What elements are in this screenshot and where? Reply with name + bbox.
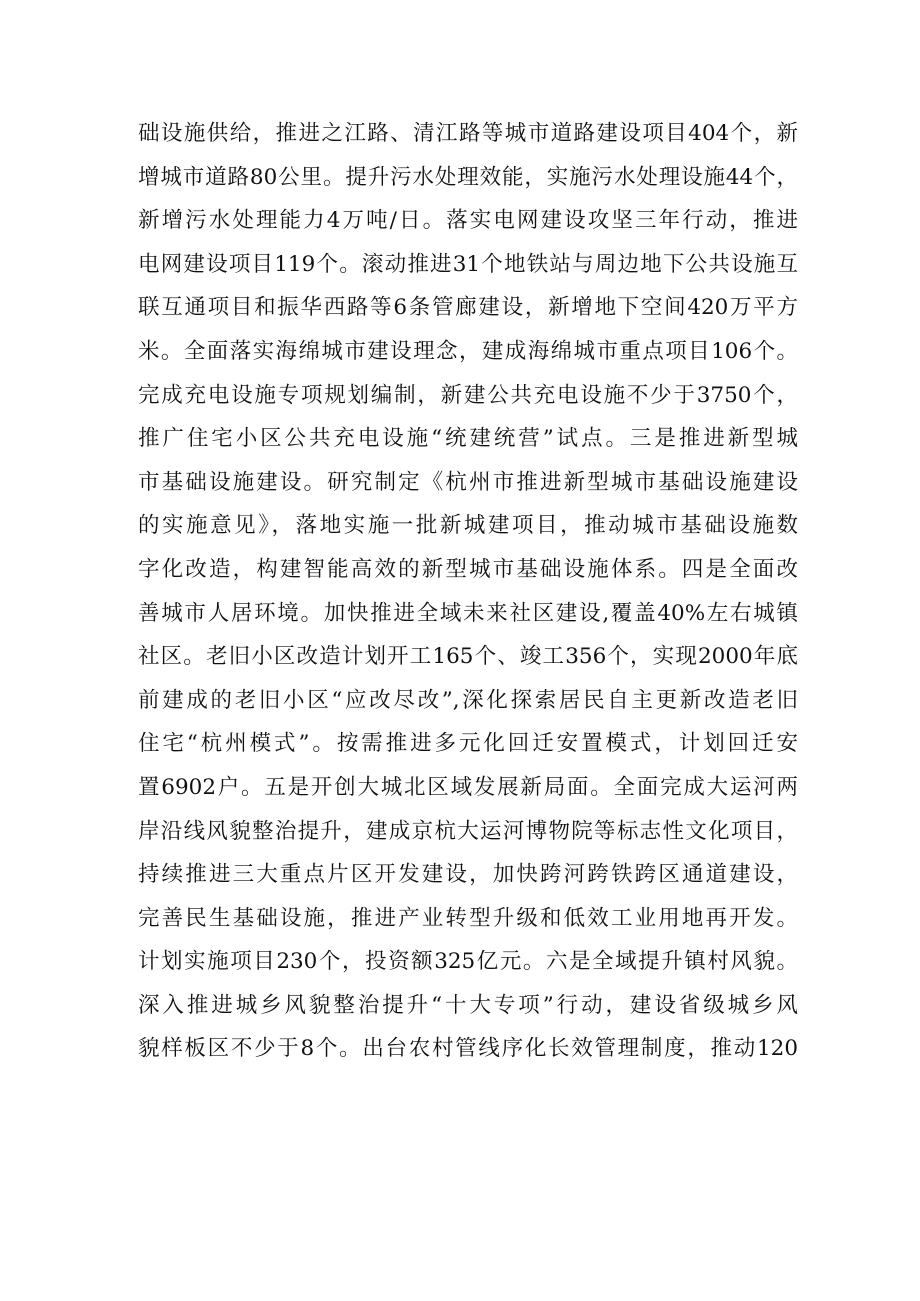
text-line: 完成充电设施专项规划编制，新建公共充电设施不少于3750个， (138, 382, 798, 408)
text-line: 社区。老旧小区改造计划开工165个、竣工356个，实现2000年底 (138, 644, 798, 670)
text-line: 电网建设项目119个。滚动推进31个地铁站与周边地下公共设施互 (138, 251, 798, 277)
text-line: 础设施供给，推进之江路、清江路等城市道路建设项目404个，新 (138, 121, 798, 146)
text-line: 增城市道路80公里。提升污水处理效能，实施污水处理设施44个， (138, 164, 798, 190)
text-line: 置6902户。五是开创大城北区域发展新局面。全面完成大运河两 (138, 774, 798, 800)
text-line: 持续推进三大重点片区开发建设，加快跨河跨铁跨区通道建设， (138, 862, 798, 888)
text-line: 新增污水处理能力4万吨/日。落实电网建设攻坚三年行动，推进 (138, 208, 798, 234)
text-line: 住宅“杭州模式”。按需推进多元化回迁安置模式，计划回迁安 (138, 731, 798, 757)
text-line: 深入推进城乡风貌整治提升“十大专项”行动，建设省级城乡风 (138, 992, 798, 1018)
text-line: 市基础设施建设。研究制定《杭州市推进新型城市基础设施建设 (138, 469, 798, 495)
text-line: 联互通项目和振华西路等6条管廊建设，新增地下空间420万平方 (138, 295, 798, 321)
text-line: 字化改造，构建智能高效的新型城市基础设施体系。四是全面改 (138, 556, 798, 582)
text-line: 推广住宅小区公共充电设施“统建统营”试点。三是推进新型城 (138, 426, 798, 452)
text-line: 的实施意见》，落地实施一批新城建项目，推动城市基础设施数 (138, 513, 798, 539)
text-line: 前建成的老旧小区“应改尽改”,深化探索居民自主更新改造老旧 (138, 687, 798, 713)
text-line: 善城市人居环境。加快推进全域未来社区建设,覆盖40%左右城镇 (138, 600, 798, 626)
text-line: 米。全面落实海绵城市建设理念，建成海绵城市重点项目106个。 (138, 338, 798, 364)
text-line: 岸沿线风貌整治提升，建成京杭大运河博物院等标志性文化项目， (138, 818, 798, 844)
text-line: 完善民生基础设施，推进产业转型升级和低效工业用地再开发。 (138, 905, 798, 931)
body-text (138, 112, 798, 1071)
text-line: 计划实施项目230个，投资额325亿元。六是全域提升镇村风貌。 (138, 949, 798, 975)
text-line: 貌样板区不少于8个。出台农村管线序化长效管理制度，推动120 (138, 1036, 798, 1062)
